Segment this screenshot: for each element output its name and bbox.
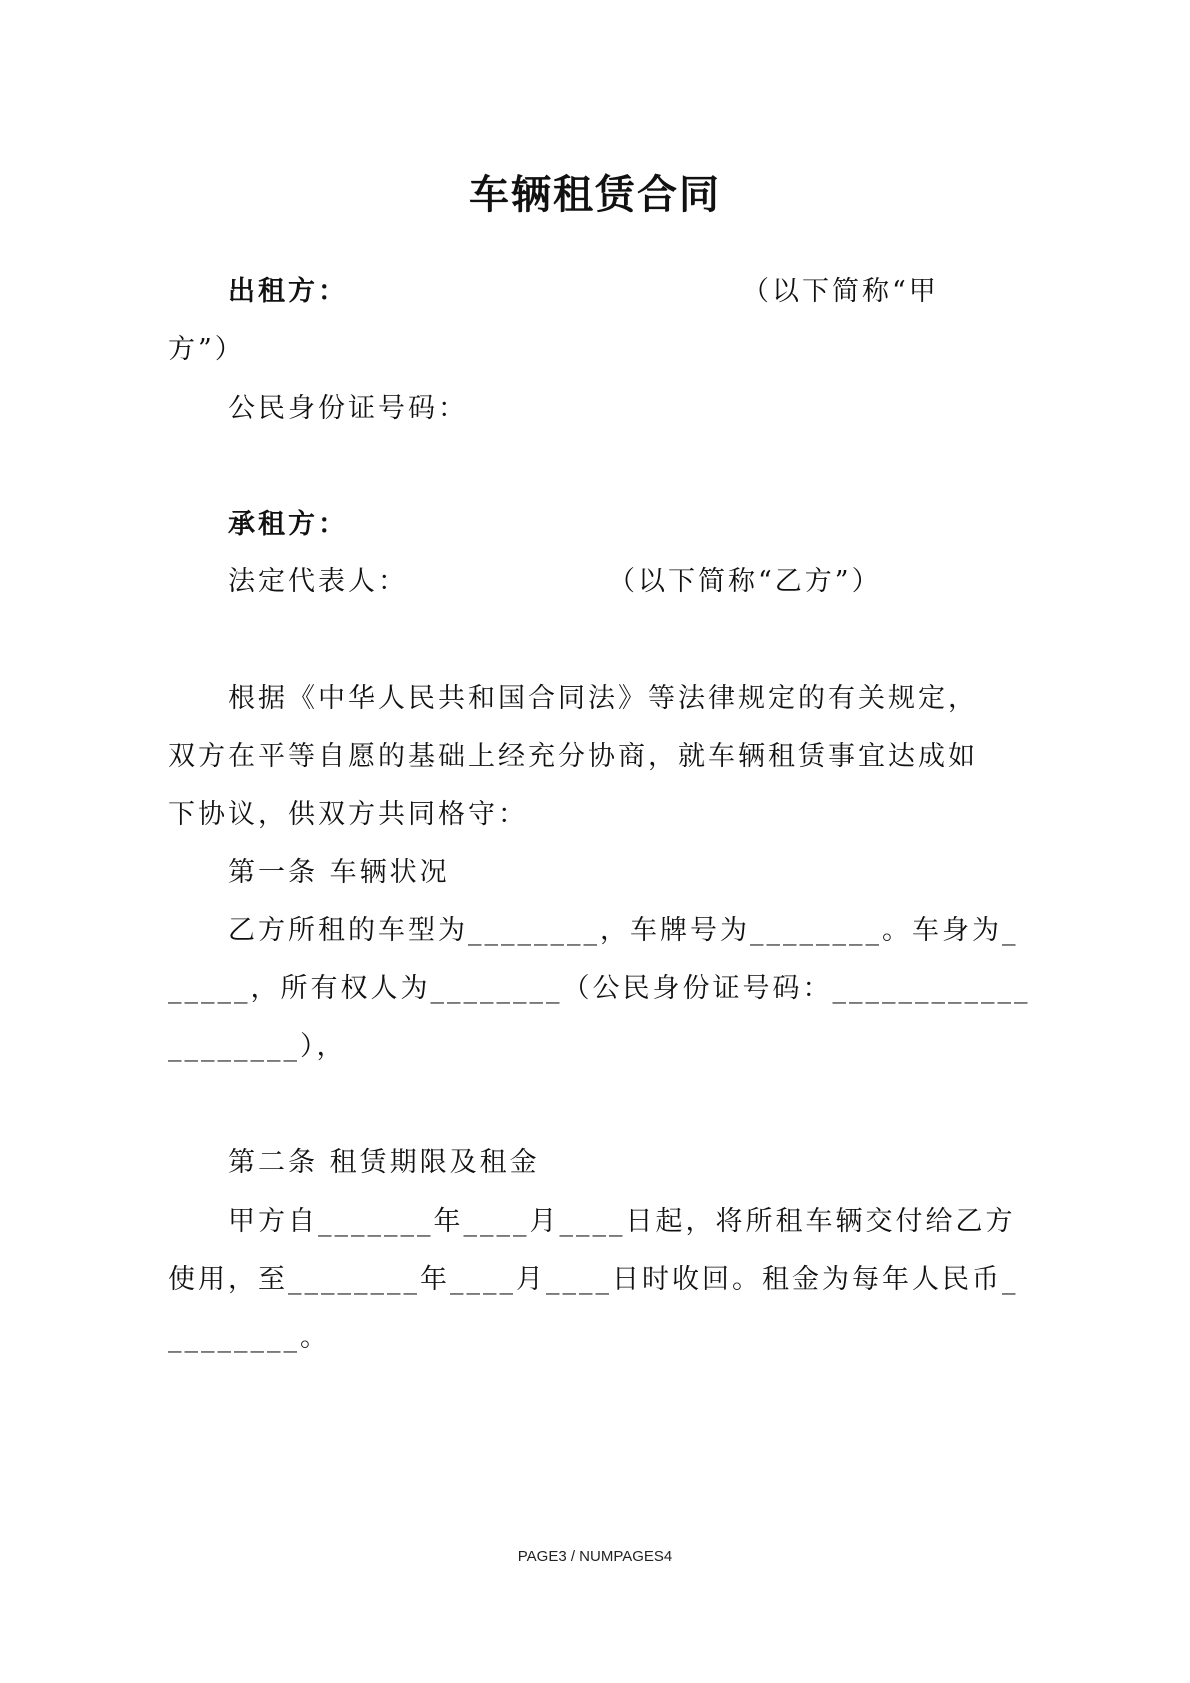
preamble-line-3: 下协议，供双方共同格守：	[168, 799, 528, 830]
article1-heading: 第一条 车辆状况	[228, 857, 450, 888]
preamble-line-1: 根据《中华人民共和国合同法》等法律规定的有关规定，	[228, 683, 978, 714]
article2-line-1: 甲方自_______年____月____日起，将所租车辆交付给乙方	[228, 1206, 1016, 1237]
id-number-label: 公民身份证号码：	[228, 393, 468, 424]
article1-line-1: 乙方所租的车型为________，车牌号为________。车身为_	[228, 915, 1019, 946]
article2-heading: 第二条 租赁期限及租金	[228, 1147, 540, 1178]
lessee-label: 承租方：	[228, 509, 348, 540]
document-title: 车辆租赁合同	[469, 172, 721, 218]
lessor-alias-line-2: 方”）	[168, 334, 245, 365]
page-number-footer: PAGE3 / NUMPAGES4	[517, 1548, 673, 1565]
legal-rep-label: 法定代表人：	[228, 566, 408, 597]
article1-line-2: _____，所有权人为________（公民身份证号码：____________	[168, 973, 1031, 1004]
article2-line-3: ________。	[168, 1322, 330, 1353]
article2-line-2: 使用，至________年____月____日时收回。租金为每年人民币_	[168, 1264, 1019, 1295]
lessor-label: 出租方：	[228, 276, 348, 307]
article1-line-3: ________），	[168, 1031, 347, 1062]
lessor-alias-line-1: （以下简称“甲	[742, 276, 939, 307]
lessee-alias: （以下简称“乙方”）	[608, 566, 882, 597]
preamble-line-2: 双方在平等自愿的基础上经充分协商，就车辆租赁事宜达成如	[168, 741, 978, 772]
